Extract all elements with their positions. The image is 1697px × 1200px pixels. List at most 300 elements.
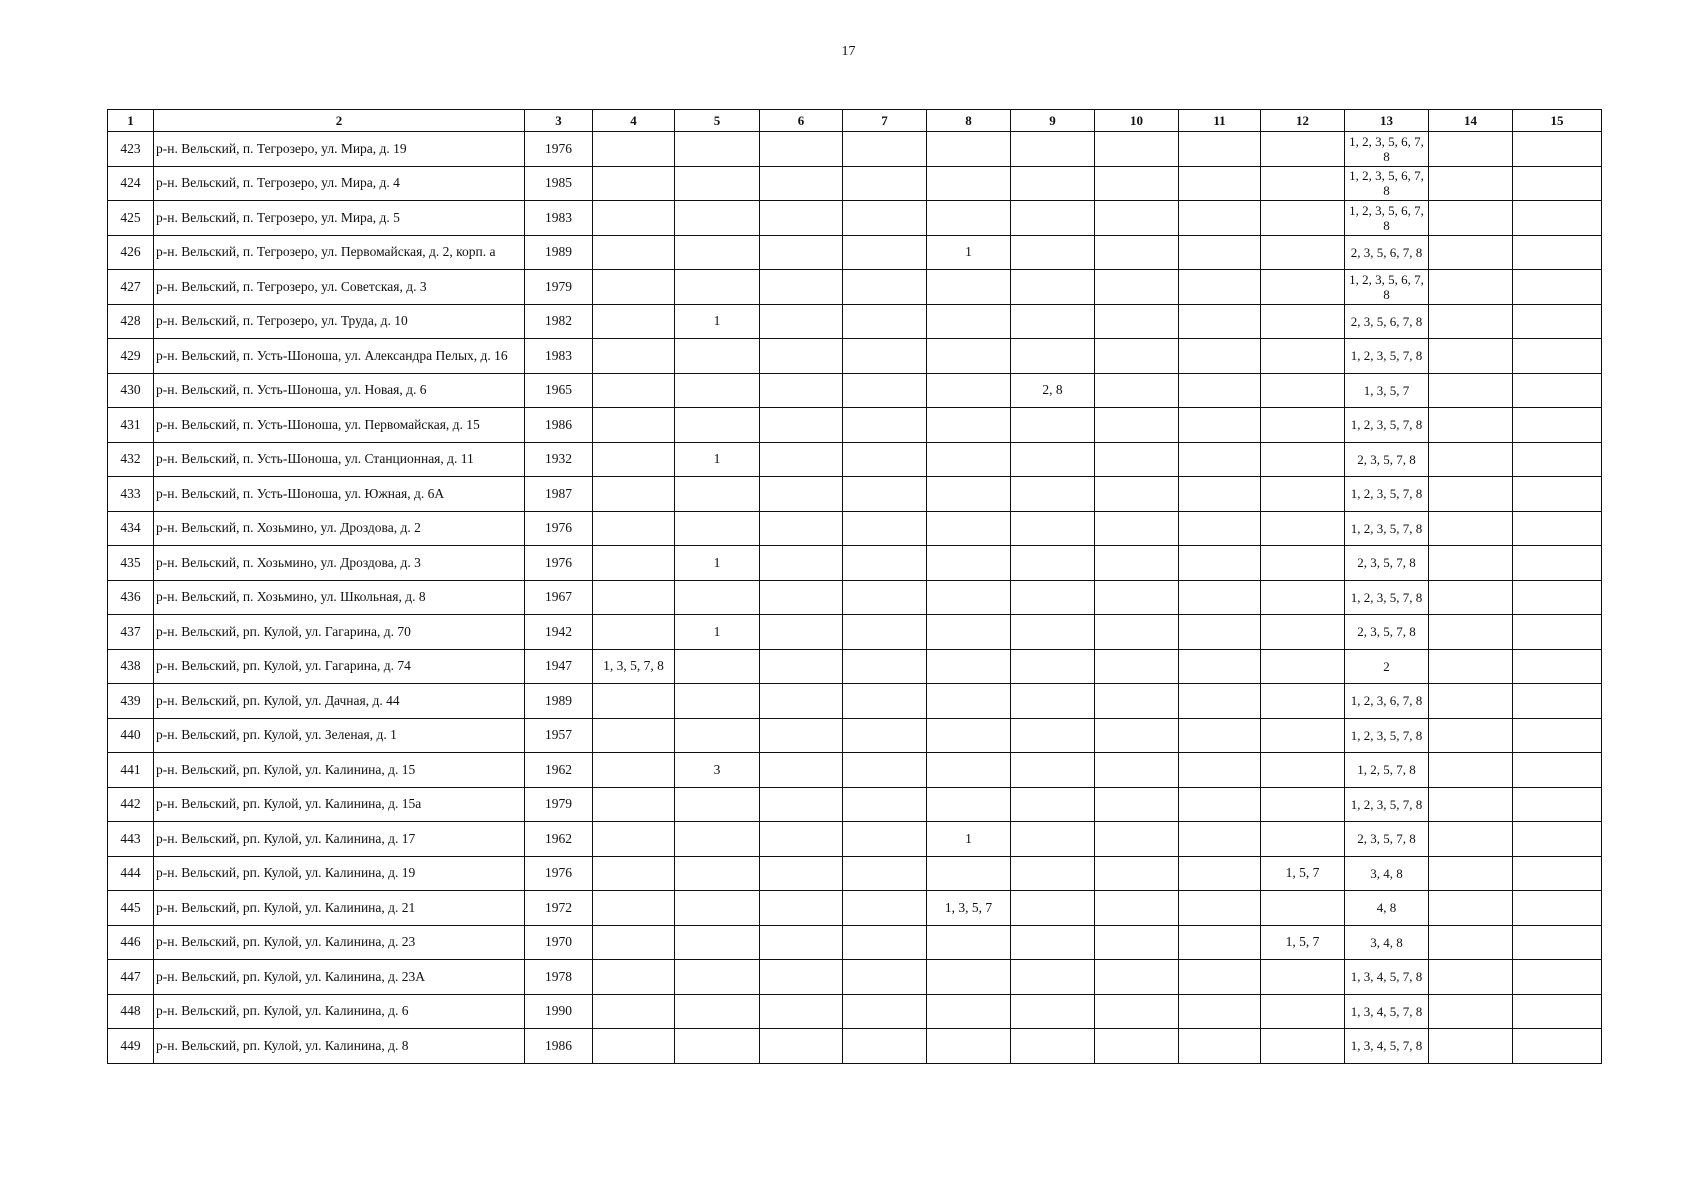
col13-value: 2, 3, 5, 6, 7, 8 <box>1350 313 1423 329</box>
col4-cell <box>593 753 675 788</box>
col5-cell <box>675 787 760 822</box>
address-cell: р-н. Вельский, п. Тегрозеро, ул. Первомайская, д. 2, корп. а <box>154 235 525 270</box>
address-cell: р-н. Вельский, п. Усть-Шоноша, ул. Первомайская, д. 15 <box>154 408 525 443</box>
col10-cell <box>1095 960 1179 995</box>
table-row <box>108 373 1602 408</box>
col4-cell <box>593 615 675 650</box>
address-cell: р-н. Вельский, рп. Кулой, ул. Калинина, д. 15а <box>154 787 525 822</box>
col6-cell <box>760 201 843 236</box>
col6-cell <box>760 856 843 891</box>
col5-cell <box>675 511 760 546</box>
col9-cell <box>1011 718 1095 753</box>
address-cell: р-н. Вельский, рп. Кулой, ул. Зеленая, д. 1 <box>154 718 525 753</box>
col6-cell <box>760 718 843 753</box>
page-number: 17 <box>841 44 856 59</box>
col12-cell <box>1261 373 1345 408</box>
col15-cell <box>1513 201 1602 236</box>
col8-cell <box>927 442 1011 477</box>
row-number: 449 <box>108 1029 154 1064</box>
col8-cell <box>927 166 1011 201</box>
col13-cell <box>1345 856 1429 891</box>
col13-value: 1, 2, 3, 5, 7, 8 <box>1350 486 1423 502</box>
col13-value: 1, 2, 3, 5, 7, 8 <box>1350 348 1423 364</box>
table-row <box>108 718 1602 753</box>
col7-cell <box>843 304 927 339</box>
col9-cell <box>1011 132 1095 167</box>
col13-value: 2, 3, 5, 7, 8 <box>1357 555 1416 571</box>
address-cell: р-н. Вельский, рп. Кулой, ул. Гагарина, д. 70 <box>154 615 525 650</box>
col8-cell <box>927 753 1011 788</box>
col13-value: 1, 2, 3, 5, 7, 8 <box>1350 520 1423 536</box>
table-row <box>108 615 1602 650</box>
col5-cell <box>675 235 760 270</box>
col10-cell <box>1095 546 1179 581</box>
address-cell: р-н. Вельский, п. Усть-Шоноша, ул. Станционная, д. 11 <box>154 442 525 477</box>
col5-cell <box>675 822 760 857</box>
row-number: 428 <box>108 304 154 339</box>
col7-cell <box>843 1029 927 1064</box>
col4-cell: 1, 3, 5, 7, 8 <box>593 649 675 684</box>
col7-cell <box>843 787 927 822</box>
col15-cell <box>1513 960 1602 995</box>
col9-cell <box>1011 684 1095 719</box>
col6-cell <box>760 442 843 477</box>
col10-cell <box>1095 615 1179 650</box>
col8-cell: 1 <box>927 822 1011 857</box>
address-cell: р-н. Вельский, рп. Кулой, ул. Калинина, д. 17 <box>154 822 525 857</box>
col9-cell <box>1011 891 1095 926</box>
col13-value: 1, 3, 4, 5, 7, 8 <box>1350 1038 1423 1054</box>
col12-cell <box>1261 442 1345 477</box>
col4-cell <box>593 442 675 477</box>
col11-cell <box>1179 235 1261 270</box>
col8-cell <box>927 1029 1011 1064</box>
table-row <box>108 546 1602 581</box>
col8-cell <box>927 718 1011 753</box>
col14-cell <box>1429 270 1513 305</box>
column-header-7: 7 <box>843 110 927 132</box>
col14-cell <box>1429 718 1513 753</box>
col13-cell <box>1345 787 1429 822</box>
col4-cell <box>593 132 675 167</box>
col5-cell <box>675 166 760 201</box>
col15-cell <box>1513 580 1602 615</box>
col10-cell <box>1095 339 1179 374</box>
address-cell: р-н. Вельский, рп. Кулой, ул. Калинина, д. 19 <box>154 856 525 891</box>
col14-cell <box>1429 615 1513 650</box>
year-cell: 1976 <box>525 856 593 891</box>
year-cell: 1990 <box>525 994 593 1029</box>
row-number: 429 <box>108 339 154 374</box>
column-header-8: 8 <box>927 110 1011 132</box>
col9-cell <box>1011 960 1095 995</box>
col13-value: 1, 3, 5, 7 <box>1363 382 1410 398</box>
col15-cell <box>1513 787 1602 822</box>
col4-cell <box>593 684 675 719</box>
col12-cell <box>1261 580 1345 615</box>
col14-cell <box>1429 442 1513 477</box>
address-cell: р-н. Вельский, п. Усть-Шоноша, ул. Южная, д. 6А <box>154 477 525 512</box>
col6-cell <box>760 822 843 857</box>
col7-cell <box>843 408 927 443</box>
column-header-9: 9 <box>1011 110 1095 132</box>
col14-cell <box>1429 1029 1513 1064</box>
col15-cell <box>1513 1029 1602 1064</box>
column-header-5: 5 <box>675 110 760 132</box>
col6-cell <box>760 546 843 581</box>
col13-value: 1, 3, 4, 5, 7, 8 <box>1350 1003 1423 1019</box>
col13-cell <box>1345 925 1429 960</box>
col12-cell <box>1261 649 1345 684</box>
col8-cell <box>927 580 1011 615</box>
col13-value: 1, 2, 5, 7, 8 <box>1357 762 1416 778</box>
col11-cell <box>1179 132 1261 167</box>
col13-cell <box>1345 373 1429 408</box>
row-number: 430 <box>108 373 154 408</box>
year-cell: 1967 <box>525 580 593 615</box>
col6-cell <box>760 270 843 305</box>
col9-cell <box>1011 408 1095 443</box>
table-row <box>108 408 1602 443</box>
col4-cell <box>593 787 675 822</box>
col5-cell <box>675 891 760 926</box>
col12-cell <box>1261 994 1345 1029</box>
col14-cell <box>1429 822 1513 857</box>
col12-cell <box>1261 684 1345 719</box>
col15-cell <box>1513 373 1602 408</box>
col5-cell <box>675 718 760 753</box>
col5-cell <box>675 408 760 443</box>
col13-cell <box>1345 615 1429 650</box>
col9-cell <box>1011 649 1095 684</box>
col11-cell <box>1179 994 1261 1029</box>
col12-cell <box>1261 477 1345 512</box>
col13-cell <box>1345 166 1429 201</box>
col7-cell <box>843 235 927 270</box>
col5-cell: 3 <box>675 753 760 788</box>
col13-cell <box>1345 270 1429 305</box>
col6-cell <box>760 960 843 995</box>
table-row <box>108 235 1602 270</box>
address-cell: р-н. Вельский, рп. Кулой, ул. Калинина, д. 23 <box>154 925 525 960</box>
col13-value: 3, 4, 8 <box>1370 865 1403 881</box>
col12-cell <box>1261 132 1345 167</box>
col12-cell: 1, 5, 7 <box>1261 925 1345 960</box>
col6-cell <box>760 373 843 408</box>
address-cell: р-н. Вельский, рп. Кулой, ул. Калинина, д. 8 <box>154 1029 525 1064</box>
col12-cell <box>1261 408 1345 443</box>
col10-cell <box>1095 442 1179 477</box>
col8-cell <box>927 787 1011 822</box>
col11-cell <box>1179 960 1261 995</box>
year-cell: 1972 <box>525 891 593 926</box>
table-row <box>108 822 1602 857</box>
col14-cell <box>1429 339 1513 374</box>
row-number: 434 <box>108 511 154 546</box>
col4-cell <box>593 304 675 339</box>
col10-cell <box>1095 822 1179 857</box>
col11-cell <box>1179 408 1261 443</box>
year-cell: 1989 <box>525 684 593 719</box>
year-cell: 1987 <box>525 477 593 512</box>
col4-cell <box>593 511 675 546</box>
col15-cell <box>1513 856 1602 891</box>
col12-cell <box>1261 1029 1345 1064</box>
col7-cell <box>843 580 927 615</box>
col15-cell <box>1513 339 1602 374</box>
col6-cell <box>760 994 843 1029</box>
col7-cell <box>843 994 927 1029</box>
col7-cell <box>843 718 927 753</box>
col8-cell <box>927 856 1011 891</box>
col8-cell <box>927 546 1011 581</box>
col11-cell <box>1179 684 1261 719</box>
address-cell: р-н. Вельский, п. Хозьмино, ул. Дроздова, д. 2 <box>154 511 525 546</box>
row-number: 431 <box>108 408 154 443</box>
col13-cell <box>1345 580 1429 615</box>
col12-cell <box>1261 235 1345 270</box>
col6-cell <box>760 166 843 201</box>
row-number: 425 <box>108 201 154 236</box>
col12-cell <box>1261 166 1345 201</box>
col11-cell <box>1179 166 1261 201</box>
col14-cell <box>1429 580 1513 615</box>
col7-cell <box>843 373 927 408</box>
col9-cell <box>1011 822 1095 857</box>
col11-cell <box>1179 270 1261 305</box>
col8-cell <box>927 925 1011 960</box>
table-row <box>108 304 1602 339</box>
col15-cell <box>1513 649 1602 684</box>
col12-cell <box>1261 891 1345 926</box>
col13-cell <box>1345 442 1429 477</box>
table-row <box>108 649 1602 684</box>
col8-cell <box>927 408 1011 443</box>
col9-cell <box>1011 166 1095 201</box>
col15-cell <box>1513 132 1602 167</box>
col14-cell <box>1429 477 1513 512</box>
col5-cell <box>675 1029 760 1064</box>
col8-cell <box>927 132 1011 167</box>
year-cell: 1976 <box>525 546 593 581</box>
col10-cell <box>1095 235 1179 270</box>
col5-cell <box>675 649 760 684</box>
housing-table <box>107 109 1602 1064</box>
col7-cell <box>843 856 927 891</box>
col6-cell <box>760 580 843 615</box>
col13-cell <box>1345 718 1429 753</box>
col9-cell <box>1011 580 1095 615</box>
col10-cell <box>1095 891 1179 926</box>
col10-cell <box>1095 649 1179 684</box>
col5-cell <box>675 856 760 891</box>
col9-cell <box>1011 1029 1095 1064</box>
col13-cell <box>1345 649 1429 684</box>
col11-cell <box>1179 822 1261 857</box>
col15-cell <box>1513 235 1602 270</box>
col9-cell <box>1011 235 1095 270</box>
col10-cell <box>1095 477 1179 512</box>
col14-cell <box>1429 684 1513 719</box>
col13-value: 1, 2, 3, 5, 6, 7, 8 <box>1349 202 1424 233</box>
row-number: 436 <box>108 580 154 615</box>
table-header <box>108 110 1602 132</box>
col15-cell <box>1513 442 1602 477</box>
col8-cell <box>927 994 1011 1029</box>
col5-cell: 1 <box>675 304 760 339</box>
table-row <box>108 270 1602 305</box>
year-cell: 1979 <box>525 270 593 305</box>
col5-cell <box>675 477 760 512</box>
col5-cell <box>675 960 760 995</box>
table-row <box>108 994 1602 1029</box>
col14-cell <box>1429 787 1513 822</box>
col6-cell <box>760 925 843 960</box>
col8-cell <box>927 373 1011 408</box>
col12-cell: 1, 5, 7 <box>1261 856 1345 891</box>
row-number: 438 <box>108 649 154 684</box>
col10-cell <box>1095 511 1179 546</box>
col10-cell <box>1095 718 1179 753</box>
col14-cell <box>1429 856 1513 891</box>
address-cell: р-н. Вельский, рп. Кулой, ул. Гагарина, д. 74 <box>154 649 525 684</box>
column-header-2: 2 <box>154 110 525 132</box>
col13-value: 1, 2, 3, 5, 7, 8 <box>1350 727 1423 743</box>
col11-cell <box>1179 477 1261 512</box>
col7-cell <box>843 166 927 201</box>
address-cell: р-н. Вельский, п. Хозьмино, ул. Школьная, д. 8 <box>154 580 525 615</box>
col10-cell <box>1095 166 1179 201</box>
col10-cell <box>1095 994 1179 1029</box>
column-header-10: 10 <box>1095 110 1179 132</box>
col7-cell <box>843 615 927 650</box>
col13-value: 2, 3, 5, 7, 8 <box>1357 451 1416 467</box>
col8-cell: 1 <box>927 235 1011 270</box>
row-number: 447 <box>108 960 154 995</box>
table-row <box>108 580 1602 615</box>
col4-cell <box>593 201 675 236</box>
col11-cell <box>1179 442 1261 477</box>
col13-cell <box>1345 132 1429 167</box>
col12-cell <box>1261 787 1345 822</box>
col5-cell <box>675 132 760 167</box>
col7-cell <box>843 925 927 960</box>
table-row <box>108 684 1602 719</box>
col4-cell <box>593 1029 675 1064</box>
col10-cell <box>1095 753 1179 788</box>
col4-cell <box>593 373 675 408</box>
col13-cell <box>1345 753 1429 788</box>
col7-cell <box>843 753 927 788</box>
address-cell: р-н. Вельский, п. Усть-Шоноша, ул. Александра Пелых, д. 16 <box>154 339 525 374</box>
col13-cell <box>1345 304 1429 339</box>
col13-cell <box>1345 994 1429 1029</box>
col10-cell <box>1095 925 1179 960</box>
col5-cell <box>675 994 760 1029</box>
col4-cell <box>593 994 675 1029</box>
col7-cell <box>843 270 927 305</box>
col15-cell <box>1513 925 1602 960</box>
col9-cell <box>1011 201 1095 236</box>
col14-cell <box>1429 408 1513 443</box>
year-cell: 1979 <box>525 787 593 822</box>
col9-cell <box>1011 339 1095 374</box>
year-cell: 1965 <box>525 373 593 408</box>
col8-cell <box>927 304 1011 339</box>
row-number: 433 <box>108 477 154 512</box>
col14-cell <box>1429 166 1513 201</box>
col9-cell <box>1011 615 1095 650</box>
col5-cell: 1 <box>675 442 760 477</box>
year-cell: 1970 <box>525 925 593 960</box>
col6-cell <box>760 408 843 443</box>
row-number: 445 <box>108 891 154 926</box>
col15-cell <box>1513 718 1602 753</box>
col8-cell <box>927 201 1011 236</box>
col15-cell <box>1513 166 1602 201</box>
col6-cell <box>760 1029 843 1064</box>
col15-cell <box>1513 511 1602 546</box>
col13-cell <box>1345 511 1429 546</box>
table-body <box>108 132 1602 1064</box>
table-row <box>108 856 1602 891</box>
col7-cell <box>843 546 927 581</box>
col10-cell <box>1095 856 1179 891</box>
col12-cell <box>1261 270 1345 305</box>
col4-cell <box>593 718 675 753</box>
col11-cell <box>1179 925 1261 960</box>
col11-cell <box>1179 856 1261 891</box>
col11-cell <box>1179 339 1261 374</box>
col14-cell <box>1429 960 1513 995</box>
table-row <box>108 925 1602 960</box>
row-number: 437 <box>108 615 154 650</box>
row-number: 442 <box>108 787 154 822</box>
col8-cell <box>927 511 1011 546</box>
col9-cell <box>1011 270 1095 305</box>
row-number: 448 <box>108 994 154 1029</box>
column-header-11: 11 <box>1179 110 1261 132</box>
col15-cell <box>1513 615 1602 650</box>
col4-cell <box>593 339 675 374</box>
col13-cell <box>1345 408 1429 443</box>
address-cell: р-н. Вельский, п. Тегрозеро, ул. Советская, д. 3 <box>154 270 525 305</box>
table-row <box>108 339 1602 374</box>
col13-value: 1, 2, 3, 6, 7, 8 <box>1350 693 1423 709</box>
col12-cell <box>1261 339 1345 374</box>
col4-cell <box>593 891 675 926</box>
year-cell: 1982 <box>525 304 593 339</box>
col13-value: 4, 8 <box>1376 900 1397 916</box>
col8-cell <box>927 339 1011 374</box>
col5-cell: 1 <box>675 615 760 650</box>
year-cell: 1957 <box>525 718 593 753</box>
col8-cell <box>927 270 1011 305</box>
table-row <box>108 1029 1602 1064</box>
col11-cell <box>1179 304 1261 339</box>
col5-cell <box>675 270 760 305</box>
year-cell: 1989 <box>525 235 593 270</box>
col13-cell <box>1345 822 1429 857</box>
year-cell: 1962 <box>525 822 593 857</box>
column-header-13: 13 <box>1345 110 1429 132</box>
col5-cell <box>675 925 760 960</box>
col8-cell: 1, 3, 5, 7 <box>927 891 1011 926</box>
column-header-12: 12 <box>1261 110 1345 132</box>
col9-cell <box>1011 546 1095 581</box>
col14-cell <box>1429 132 1513 167</box>
col9-cell <box>1011 994 1095 1029</box>
